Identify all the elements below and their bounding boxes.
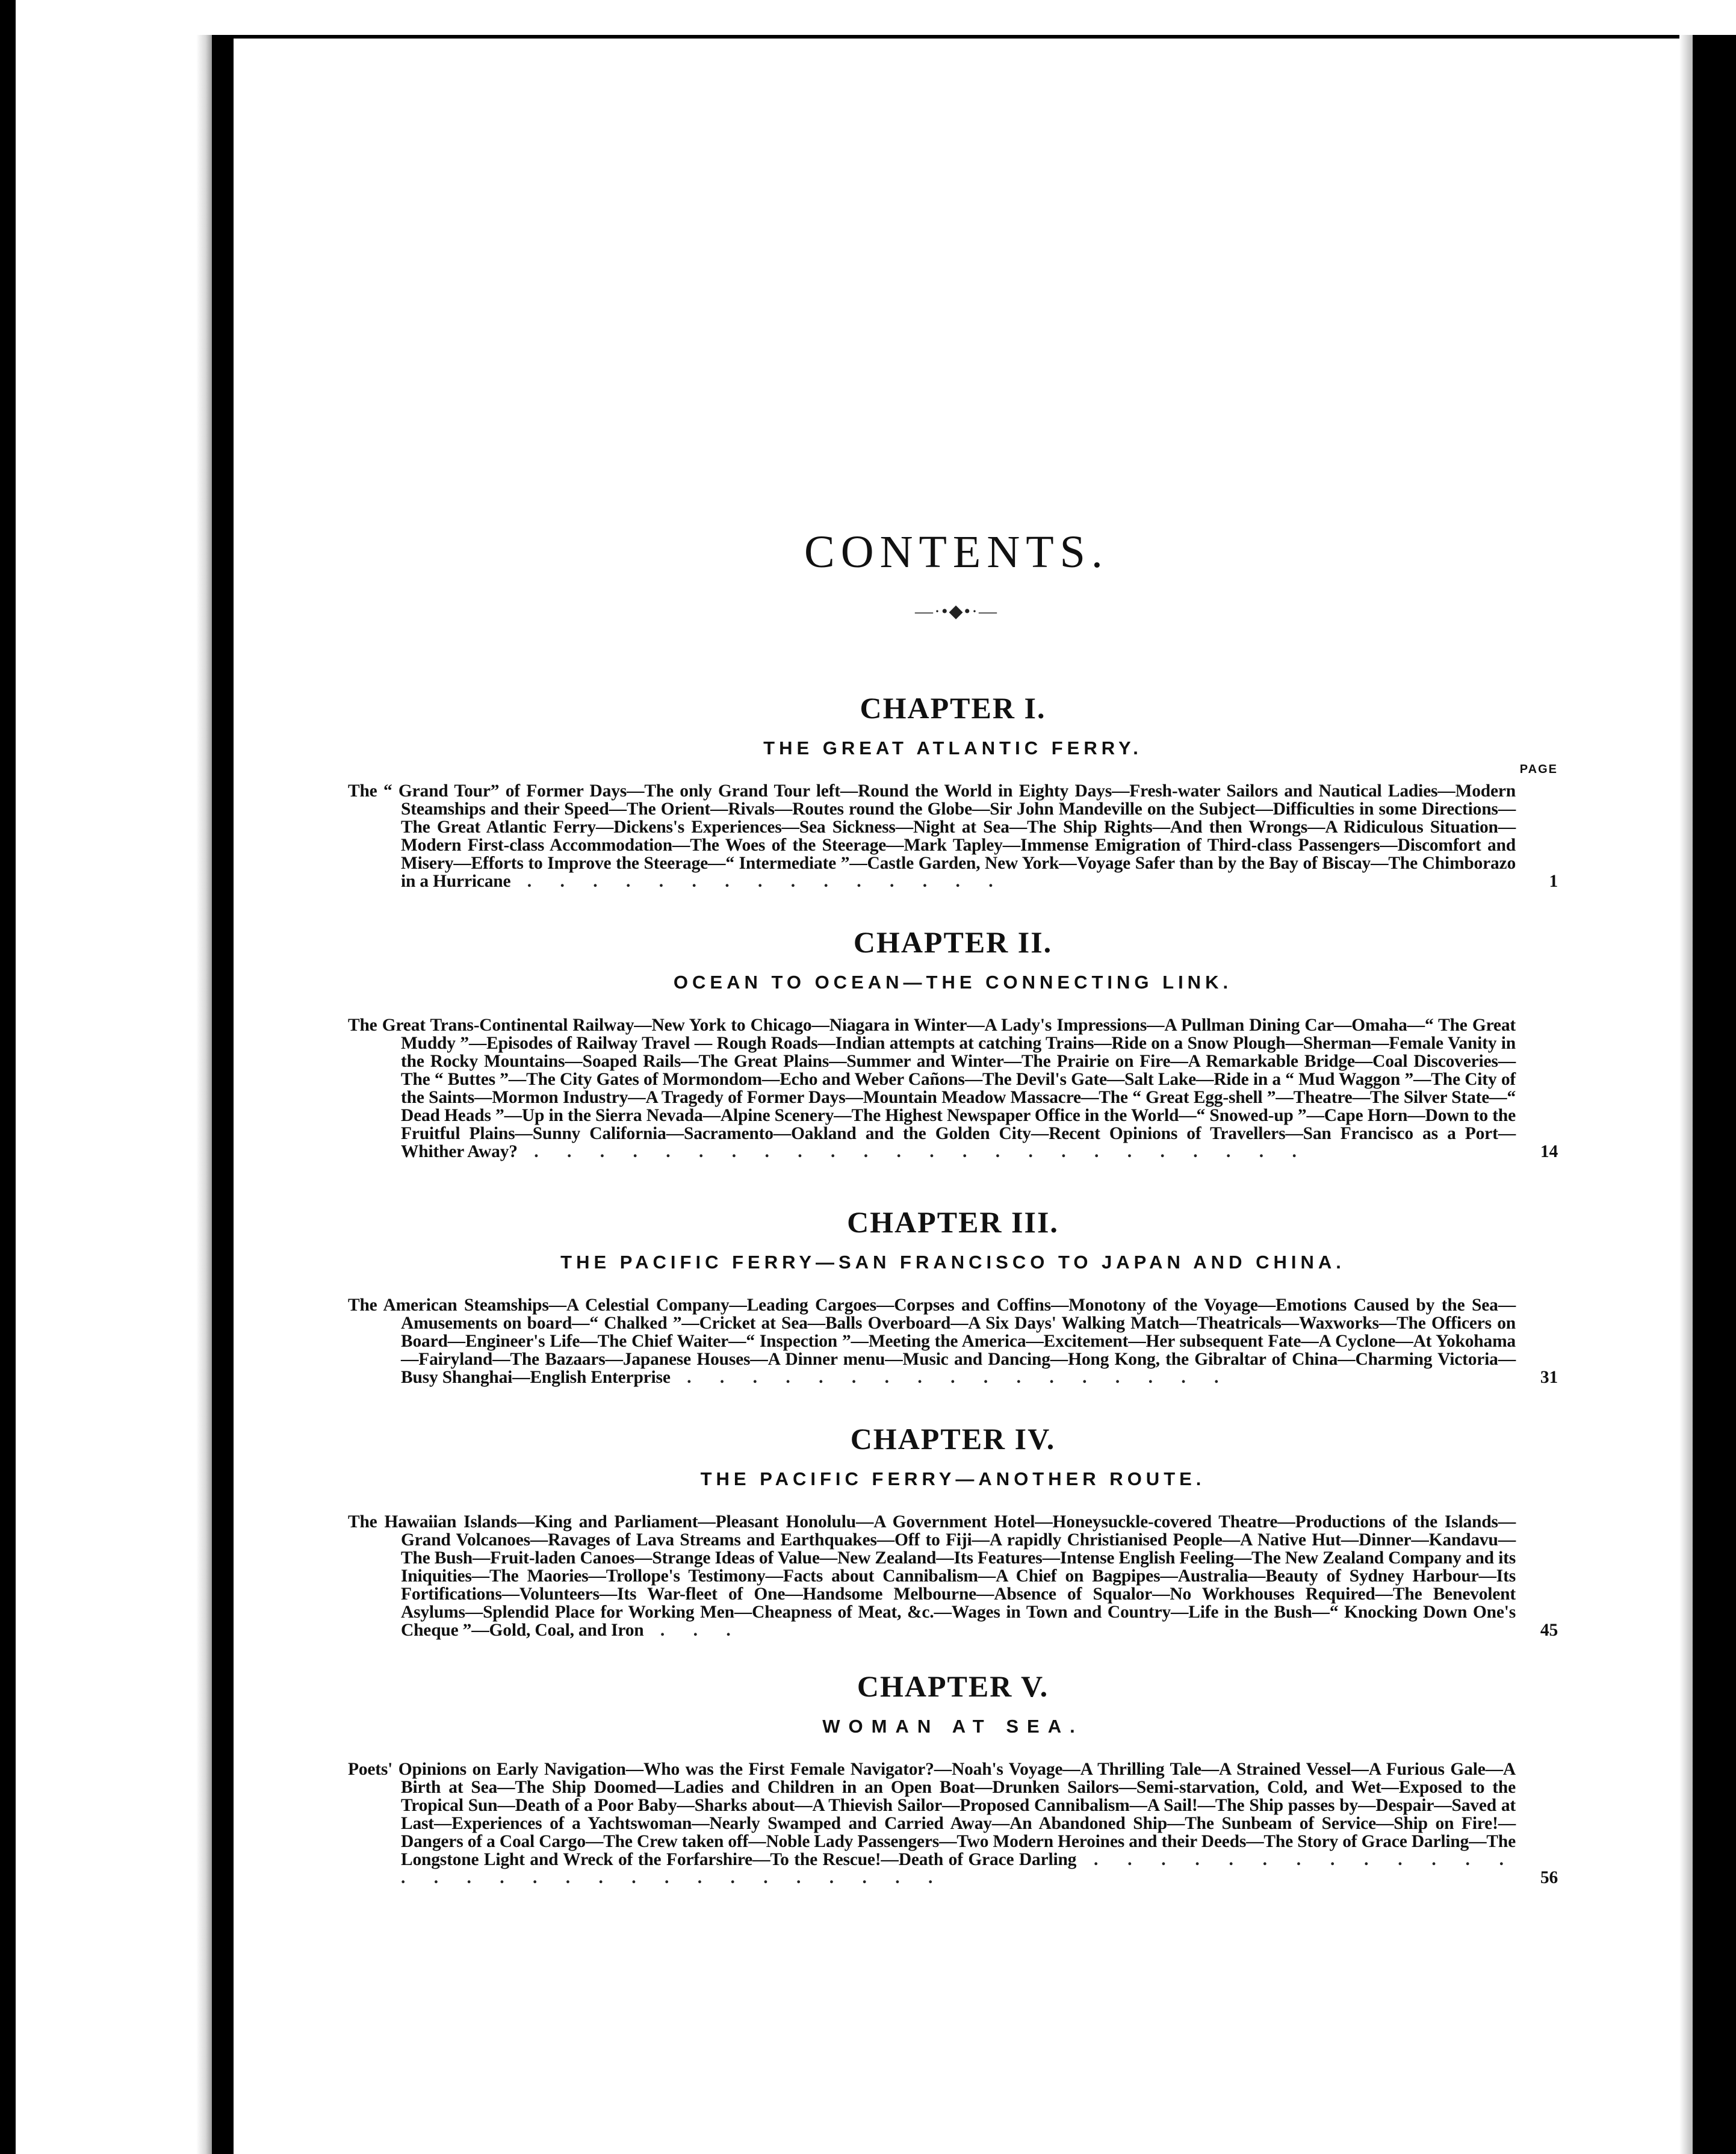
page-right-shadow	[1679, 35, 1693, 2154]
summary-text	[348, 1760, 1558, 1887]
summary-body: Poets' Opinions on Early Navigation—Who was the First Female Navigator?—Noah's Voyage—A Thrilling Tale—A Strained Vessel—A Furious Gale—A Birth at Sea—The Ship Doomed—Ladies and Children in an Open Boat—Drunken Sailors—Semi-starvation, Cold, and Wet—Exposed to the Tropical Sun—Death of a Poor Baby—Sharks about—A Thievish Sailor—Proposed Cannibalism—A Sail!—The Ship passes by—Despair—Saved at Last—Experiences of a Yachtswoman—Nearly Swamped and Carried Away—An Abandoned Ship—The Sunbeam of Service—Ship on Fire!—Dangers of a Coal Cargo—The Crew taken off—Noble Lady Passengers—Two Modern Heroines and their Deeds—The Story of Grace Darling—The Longstone Light and Wreck of the Forfarshire—To the Rescue!—Death of Grace Darling	[348, 1760, 1516, 1869]
chapter-heading: CHAPTER II.	[853, 925, 1053, 959]
summary-text	[348, 1016, 1558, 1161]
summary-body: The American Steamships—A Celestial Company—Leading Cargoes—Corpses and Coffins—Monotony of the Voyage—Emotions Caused by the Sea—Amusements on board—“ Chalked ”—Cricket at Sea—Balls Overboard—A Six Days' Walking Match—Theatricals—Waxworks—The Officers on Board—Engineer's Life—The Chief Waiter—“ Inspection ”—Meeting the America—Excitement—Her subsequent Fate—A Cyclone—At Yokohama—Fairyland—The Bazaars—Japanese Houses—A Dinner menu—Music and Dancing—Hong Kong, the Gibraltar of China—Charming Victoria—Busy Shanghai—English Enterprise	[348, 1296, 1516, 1387]
chapter-title: THE PACIFIC FERRY—SAN FRANCISCO TO JAPAN AND CHINA.	[560, 1252, 1345, 1273]
dot-leaders: . . . . . . . . . . . . . . . . .	[670, 1368, 1231, 1387]
dot-leaders: . . . . . . . . . . . . . . . . . . . . . . . . . . . . . .	[401, 1850, 1516, 1887]
chapter-1	[348, 691, 1558, 890]
chapter-heading: CHAPTER III.	[847, 1205, 1059, 1239]
chapter-title: THE GREAT ATLANTIC FERRY.	[763, 737, 1142, 759]
chapter-heading: CHAPTER I.	[860, 691, 1046, 725]
page-number: 56	[1540, 1868, 1558, 1887]
dot-leaders: . . . . . . . . . . . . . . .	[510, 872, 1005, 891]
page-number: 1	[1549, 872, 1558, 891]
chapter-summary	[348, 1513, 1558, 1639]
binding-shadow	[196, 35, 212, 2154]
dot-leaders: . . .	[643, 1621, 743, 1640]
scan-left-margin	[0, 0, 16, 2154]
chapter-summary	[348, 1296, 1558, 1386]
chapter-5	[348, 1669, 1558, 1887]
page-number: 31	[1540, 1368, 1558, 1387]
chapter-summary	[348, 1016, 1558, 1161]
page-number: 45	[1540, 1621, 1558, 1640]
chapter-title: THE PACIFIC FERRY—ANOTHER ROUTE.	[700, 1468, 1206, 1489]
scan-right-margin	[1693, 35, 1736, 2154]
page-number: 14	[1540, 1142, 1558, 1161]
title-ornament: —·•◆•·—	[914, 601, 999, 621]
summary-text	[348, 1513, 1558, 1639]
contents-page	[234, 39, 1679, 2154]
chapter-4	[348, 1421, 1558, 1639]
chapter-3	[348, 1205, 1558, 1386]
page-column-label: PAGE	[1519, 763, 1558, 776]
chapter-summary	[348, 1760, 1558, 1887]
chapter-2	[348, 925, 1558, 1161]
summary-body: The Great Trans-Continental Railway—New York to Chicago—Niagara in Winter—A Lady's Impressions—A Pullman Dining Car—Omaha—“ The Great Muddy ”—Episodes of Railway Travel — Rough Roads—Indian attempts at catching Trains—Ride on a Snow Plough—Sherman—Female Vanity in the Rocky Mountains—Soaped Rails—The Great Plains—Summer and Winter—The Prairie on Fire—A Remarkable Bridge—Coal Discoveries—The “ Buttes ”—The City Gates of Mormondom—Echo and Weber Cañons—The Devil's Gate—Salt Lake—Ride in a “ Mud Waggon ”—The City of the Saints—Mormon Industry—A Tragedy of Former Days—Mountain Meadow Massacre—The “ Great Egg-shell ”—Theatre—The Silver State—“ Dead Heads ”—Up in the Sierra Nevada—Alpine Scenery—The Highest Newspaper Office in the World—“ Snowed-up ”—Cape Horn—Down to the Fruitful Plains—Sunny California—Sacramento—Oakland and the Golden City—Recent Opinions of Travellers—San Francisco as a Port—Whither Away?	[348, 1016, 1516, 1161]
summary-body: The Hawaiian Islands—King and Parliament—Pleasant Honolulu—A Government Hotel—Honeysuckle-covered Theatre—Productions of the Islands—Grand Volcanoes—Ravages of Lava Streams and Earthquakes—Off to Fiji—A rapidly Christianised People—A Native Hut—Dinner—Kandavu—The Bush—Fruit-laden Canoes—Strange Ideas of Value—New Zealand—Its Features—Intense English Feeling—The New Zealand Company and its Iniquities—The Maories—Trollope's Testimony—Facts about Cannibalism—A Chief on Bagpipes—Australia—Beauty of Sydney Harbour—Its Fortifications—Volunteers—Its War-fleet of One—Handsome Melbourne—Absence of Squalor—No Workhouses Required—The Benevolent Asylums—Splendid Place for Working Men—Cheapness of Meat, &c.—Wages in Town and Country—Life in the Bush—“ Knocking Down One's Cheque ”—Gold, Coal, and Iron	[348, 1512, 1516, 1640]
chapter-heading: CHAPTER V.	[857, 1669, 1049, 1703]
page-title: CONTENTS.	[804, 527, 1109, 577]
chapter-heading: CHAPTER IV.	[850, 1422, 1056, 1456]
summary-body: The “ Grand Tour” of Former Days—The only Grand Tour left—Round the World in Eighty Days—Fresh-water Sailors and Nautical Ladies—Modern Steamships and their Speed—The Orient—Rivals—Routes round the Globe—Sir John Mandeville on the Subject—Difficulties in some Directions—The Great Atlantic Ferry—Dickens's Experiences—Sea Sickness—Night at Sea—The Ship Rights—And then Wrongs—A Ridiculous Situation—Modern First-class Accommodation—The Woes of the Steerage—Mark Tapley—Immense Emigration of Third-class Passengers—Discomfort and Misery—Efforts to Improve the Steerage—“ Intermediate ”—Castle Garden, New York—Voyage Safer than by the Bay of Biscay—The Chimborazo in a Hurricane	[348, 781, 1516, 891]
chapter-summary	[348, 782, 1558, 890]
dot-leaders: . . . . . . . . . . . . . . . . . . . . . . . .	[517, 1142, 1309, 1161]
summary-text	[348, 1296, 1558, 1386]
book-binding-edge	[212, 35, 234, 2154]
summary-text	[348, 782, 1558, 890]
chapter-title: WOMAN AT SEA.	[822, 1716, 1083, 1737]
chapter-title: OCEAN TO OCEAN—THE CONNECTING LINK.	[673, 972, 1233, 993]
